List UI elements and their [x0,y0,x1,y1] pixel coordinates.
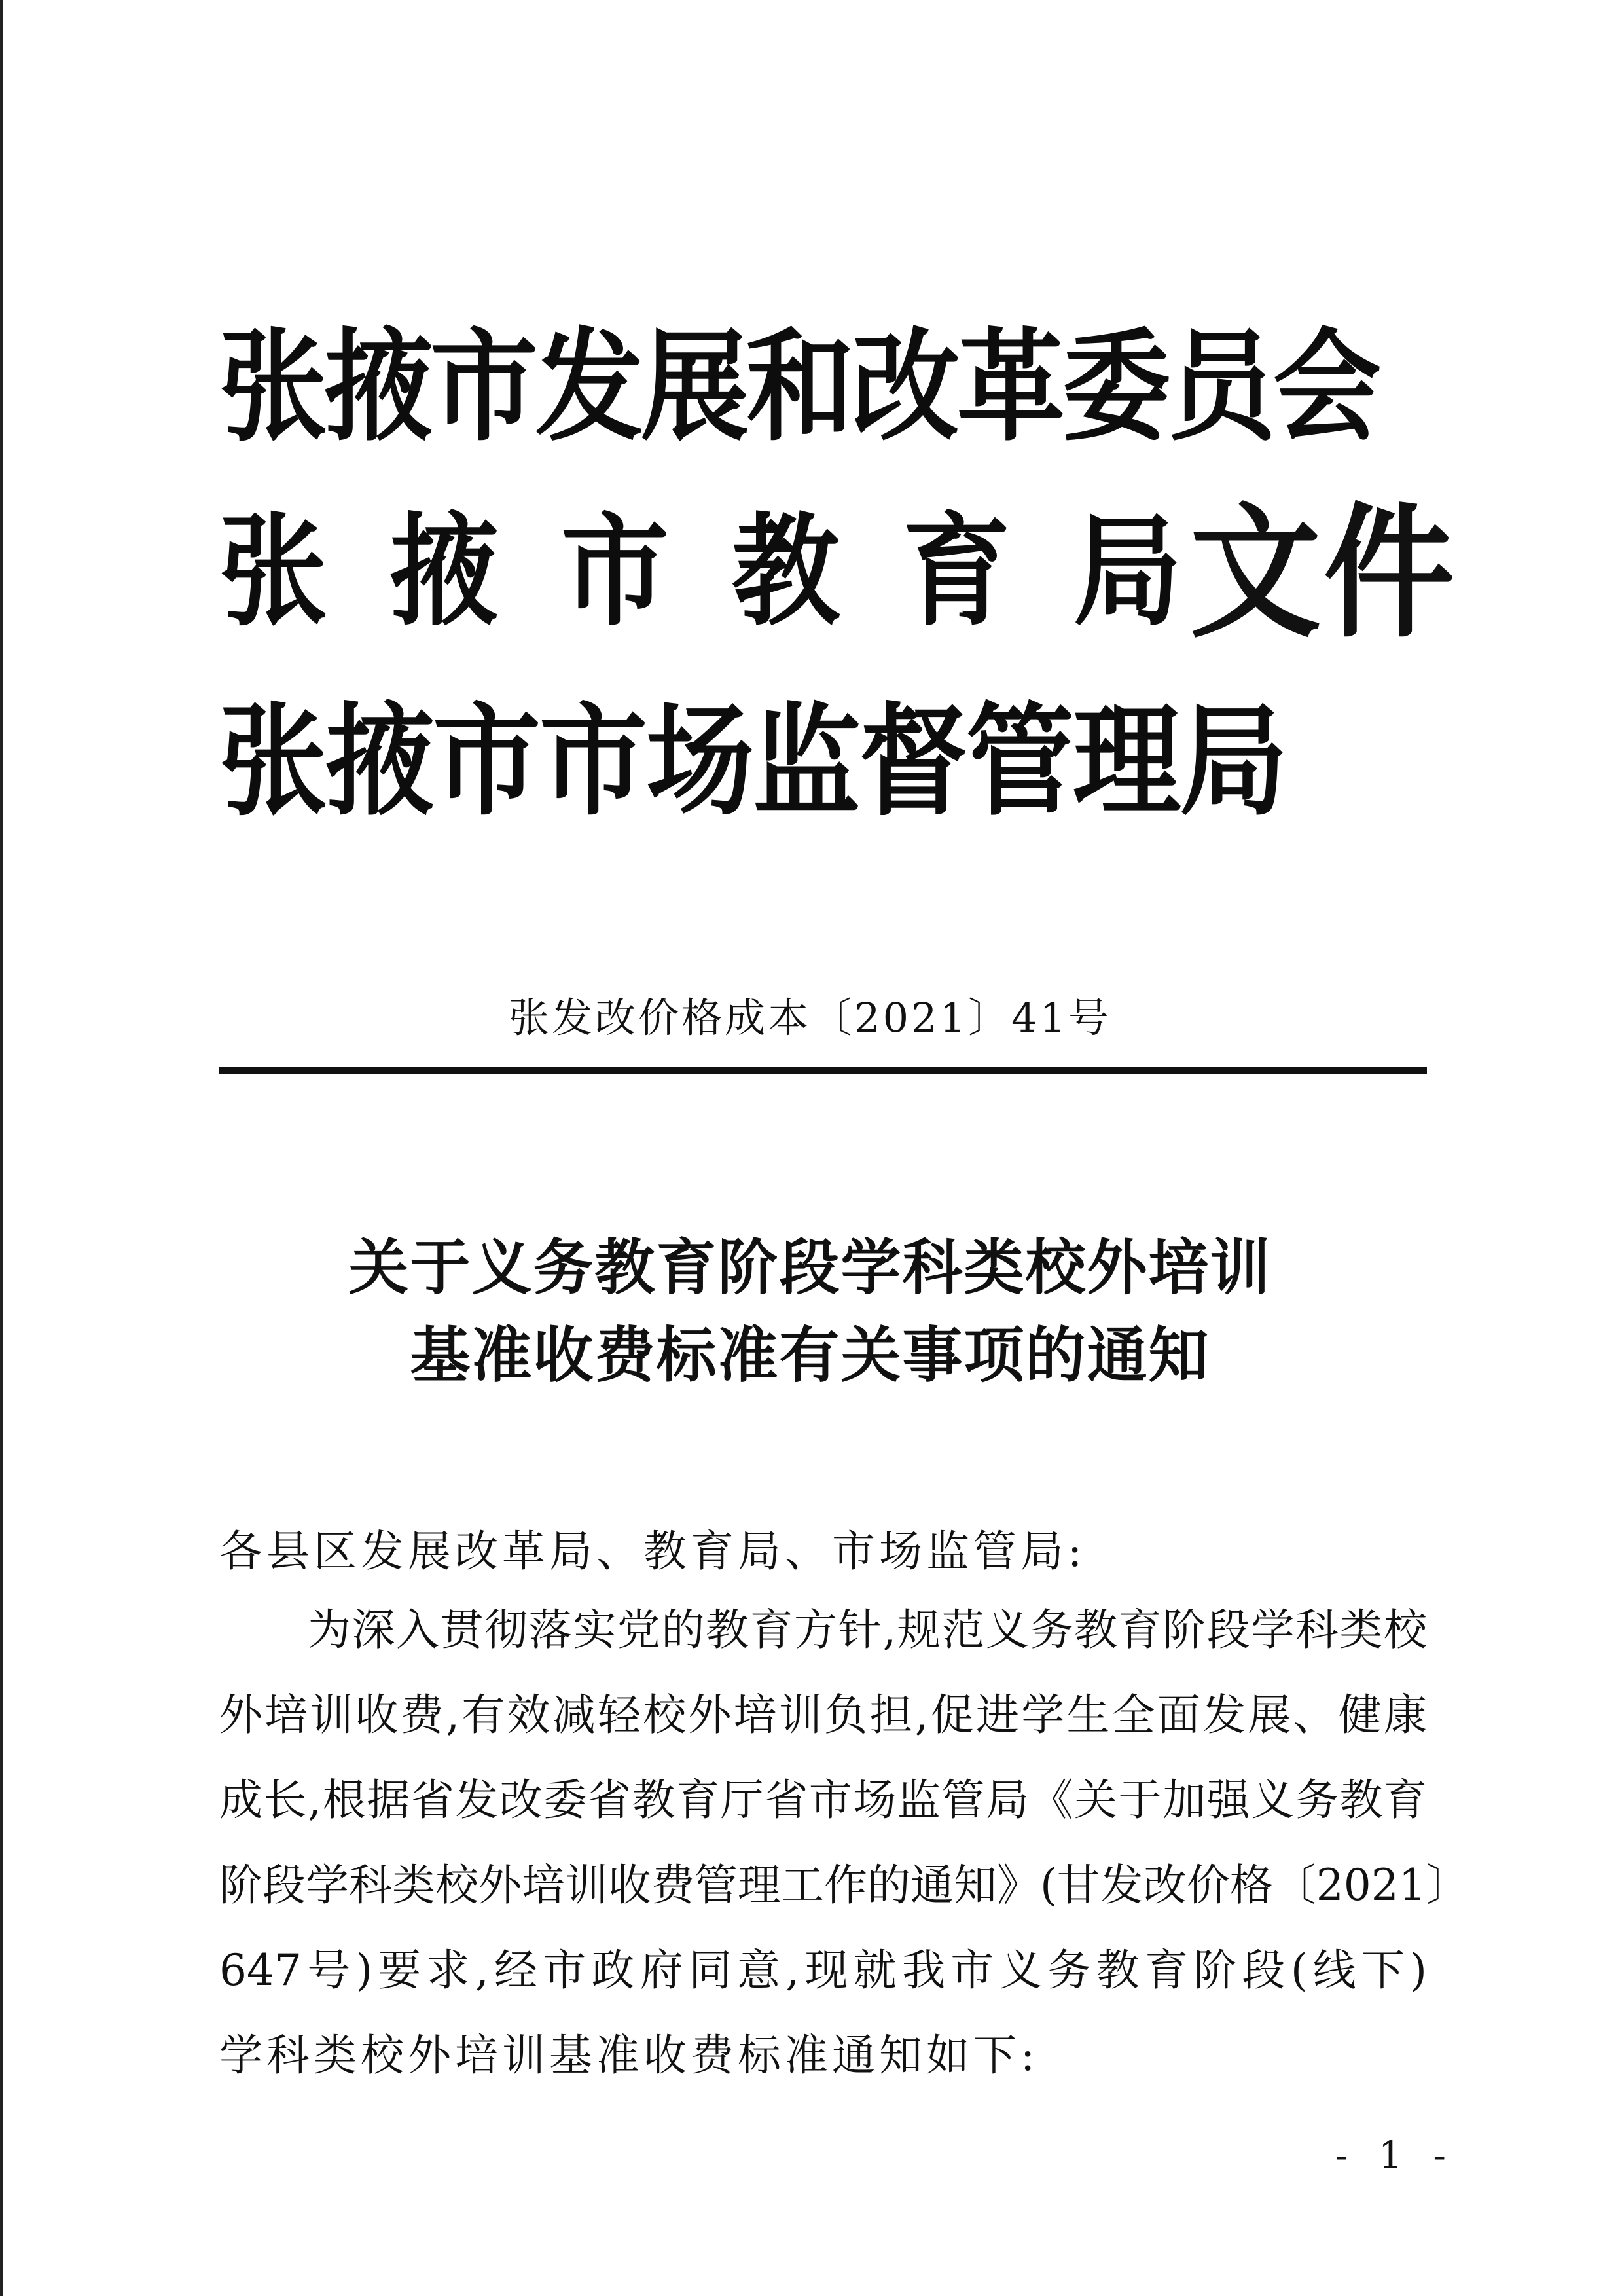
issuer-development-reform-commission: 张掖市发展和改革委员会 [219,315,1378,458]
salutation: 各县区发展改革局、教育局、市场监管局: [219,1526,1087,1576]
body-text-line: 成长,根据省发改委省教育厅省市场监管局《关于加强义务教育 [219,1775,1427,1825]
body-text-line: 为深入贯彻落实党的教育方针,规范义务教育阶段学科类校 [308,1605,1427,1655]
document-word: 文件 [1190,488,1458,658]
body-text-line: 外培训收费,有效减轻校外培训负担,促进学生全面发展、健康 [219,1690,1427,1740]
body-text-line: 阶段学科类校外培训收费管理工作的通知》(甘发改价格〔2021〕 [219,1860,1469,1910]
body-text-line: 647号)要求,经市政府同意,现就我市义务教育阶段(线下) [219,1945,1427,1995]
issuer-market-supervision-bureau: 张掖市市场监督管理局 [219,689,1286,832]
document-title-line-2: 基准收费标准有关事项的通知 [410,1320,1210,1391]
page-number: - 1 - [1335,2133,1455,2178]
scan-page-edge [0,0,3,2296]
body-text-line: 学科类校外培训基准收费标准通知如下: [219,2030,1039,2081]
document-number: 张发改价格成本〔2021〕41号 [509,994,1111,1042]
header-separator-rule [219,1067,1427,1074]
issuer-education-bureau: 张掖市教育局 [219,500,1244,642]
document-title-line-1: 关于义务教育阶段学科类校外培训 [348,1232,1272,1303]
